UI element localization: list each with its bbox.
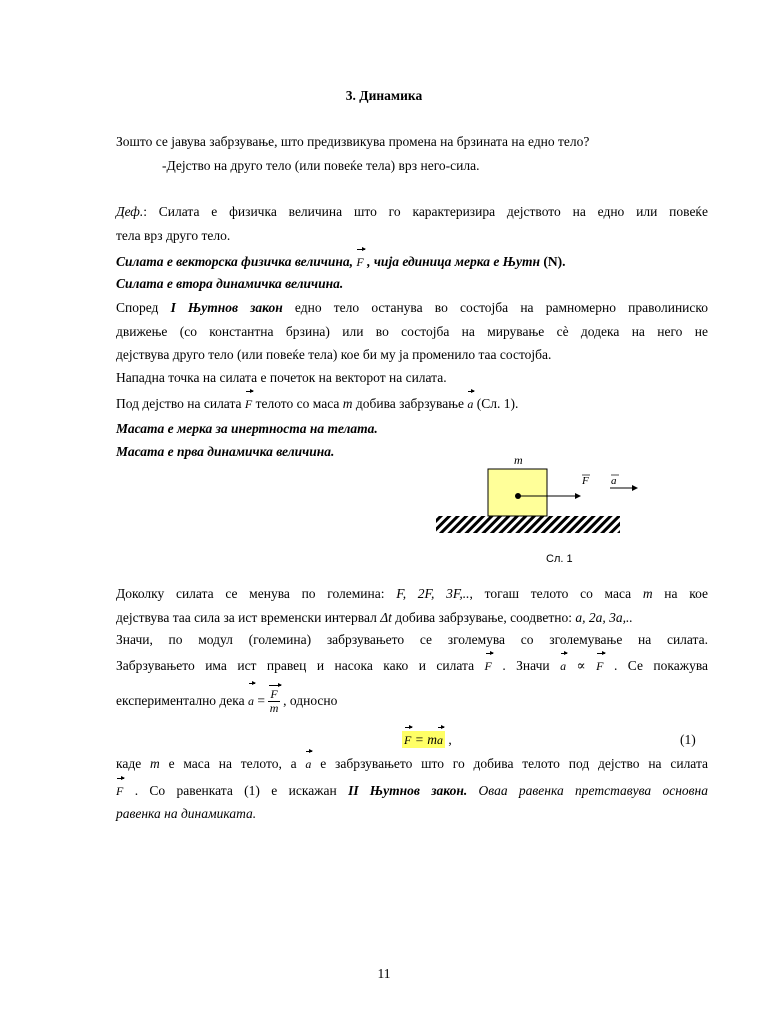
acceleration-symbol: a (248, 686, 254, 716)
para3-line-2 (116, 781, 708, 801)
para2-text: на кое (652, 586, 709, 601)
para2-text: експериментално дека (116, 693, 249, 708)
first-law-line-1 (116, 298, 708, 318)
para3-text: е маса на телото, а (159, 756, 306, 771)
fraction (268, 688, 279, 715)
under-action-line (116, 394, 708, 414)
first-law-line-3: дејствува друго тело (или повеќе тела) кое би му ја променило таа состојба. (116, 347, 552, 362)
figure-mass-label: m (514, 453, 523, 467)
force-symbol: F (116, 781, 123, 801)
para2-line-2 (116, 608, 708, 628)
para2-line-5 (116, 686, 708, 716)
para3-text: каде (116, 756, 151, 771)
force-vector-text: Силата е векторска физичка величина, (116, 254, 357, 269)
para2-text: , тогаш телото со маса (469, 586, 643, 601)
definition-line-1 (116, 202, 708, 222)
para2-line-1 (116, 584, 708, 604)
acceleration-symbol: a (467, 394, 473, 414)
equation-highlight (402, 731, 445, 748)
definition-line-2: тела врз друго тело. (116, 228, 231, 243)
force-symbol: F (596, 656, 603, 676)
para2-text: Доколку силата се менува по големина: (116, 586, 397, 601)
figure-accel-label: a (611, 475, 617, 487)
ground-hatch (436, 516, 620, 533)
force-values: F, 2F, 3F,.. (396, 586, 470, 601)
first-law-prefix: Според (116, 300, 171, 315)
force-unit-text: , чија единица мерка е Њутн (363, 254, 540, 269)
equation-tail: , (444, 732, 452, 747)
para2-text: , односно (279, 693, 338, 708)
mass-symbol: m (342, 396, 353, 411)
acceleration-values: a, 2a, 3a,.. (575, 610, 633, 625)
mass-first-line: Масата е прва динамичка величина. (116, 444, 335, 459)
acceleration-symbol: a (560, 656, 566, 676)
para3-line-1 (116, 754, 708, 774)
first-law-line-2: движење (со константна брзина) или во состојба на мирување сѐ додека на него не (116, 324, 708, 339)
force-symbol: F (245, 394, 252, 414)
fraction-numerator: F (270, 687, 278, 702)
figure-1 (420, 450, 660, 570)
para3-line-3: равенка на динамиката. (116, 806, 257, 821)
para2-text: добива забрзување, соодветно: (391, 610, 576, 625)
block (488, 469, 547, 516)
para2-line-3: Значи, по модул (големина) забрзувањето се зголемува со зголемување на силата. (116, 632, 708, 647)
under-action-text-4: (Сл. 1). (473, 396, 519, 411)
para2-text: . Значи (491, 658, 561, 673)
force-symbol: F (356, 252, 363, 272)
fraction-denominator: m (269, 701, 279, 716)
definition-text: : Силата е физичка величина што го карактеризира дејството на едно или повеќе (143, 204, 708, 219)
figure-force-label: F (582, 475, 589, 487)
time-interval-symbol: Δt (380, 610, 392, 625)
second-law-name: II Њутнов закон. (348, 783, 468, 798)
answer-line: -Дејство на друго тело (или повеќе тела) врз него-сила. (162, 158, 480, 173)
mass-inertia-line: Масата е мерка за инертноста на телата. (116, 421, 378, 436)
figure-caption: Сл. 1 (546, 553, 573, 565)
para2-text: . Се покажува (603, 658, 709, 673)
force-symbol: F (404, 730, 411, 750)
para3-text: Оваа равенка претставува основна (467, 783, 708, 798)
section-title: 3. Динамика (345, 88, 423, 103)
definition-label: Деф. (116, 204, 144, 219)
equation-mid: = m (411, 732, 437, 747)
page-number: 11 (377, 966, 391, 981)
acceleration-symbol: a (437, 730, 443, 750)
first-law-name: I Њутнов закон (170, 300, 283, 315)
question-line: Зошто се јавува забрзување, што предизвикува промена на брзината на едно тело? (116, 134, 590, 149)
para2-text: Забрзувањето има ист правец и насока како и силата (116, 658, 485, 673)
para2-line-4 (116, 656, 708, 676)
mass-symbol: m (642, 586, 653, 601)
under-action-text-2: телото со маса (252, 396, 343, 411)
equation-number: (1) (680, 732, 696, 747)
acceleration-symbol: a (305, 754, 311, 774)
force-vector-line (116, 252, 708, 272)
equals-sign: = (254, 693, 269, 708)
proportional-symbol: ∝ (566, 658, 597, 673)
para2-text: дејствува таа сила за ист временски интервал (116, 610, 381, 625)
force-symbol: F (485, 656, 492, 676)
first-law-text: едно тело останува во состојба на рамномерно праволиниско (282, 300, 709, 315)
application-point-line: Нападна точка на силата е почеток на векторот на силата. (116, 370, 447, 385)
force-second-quantity: Силата е втора динамичка величина. (116, 276, 344, 291)
force-unit: (N). (539, 254, 566, 269)
equation-1 (402, 730, 522, 750)
under-action-text-3: добива забрзување (352, 396, 468, 411)
mass-symbol: m (150, 756, 160, 771)
under-action-text-1: Под дејство на силата (116, 396, 245, 411)
para3-text: е забрзувањето што го добива телото под дејство на силата (311, 756, 708, 771)
para3-text: . Со равенката (1) е искажан (123, 783, 349, 798)
